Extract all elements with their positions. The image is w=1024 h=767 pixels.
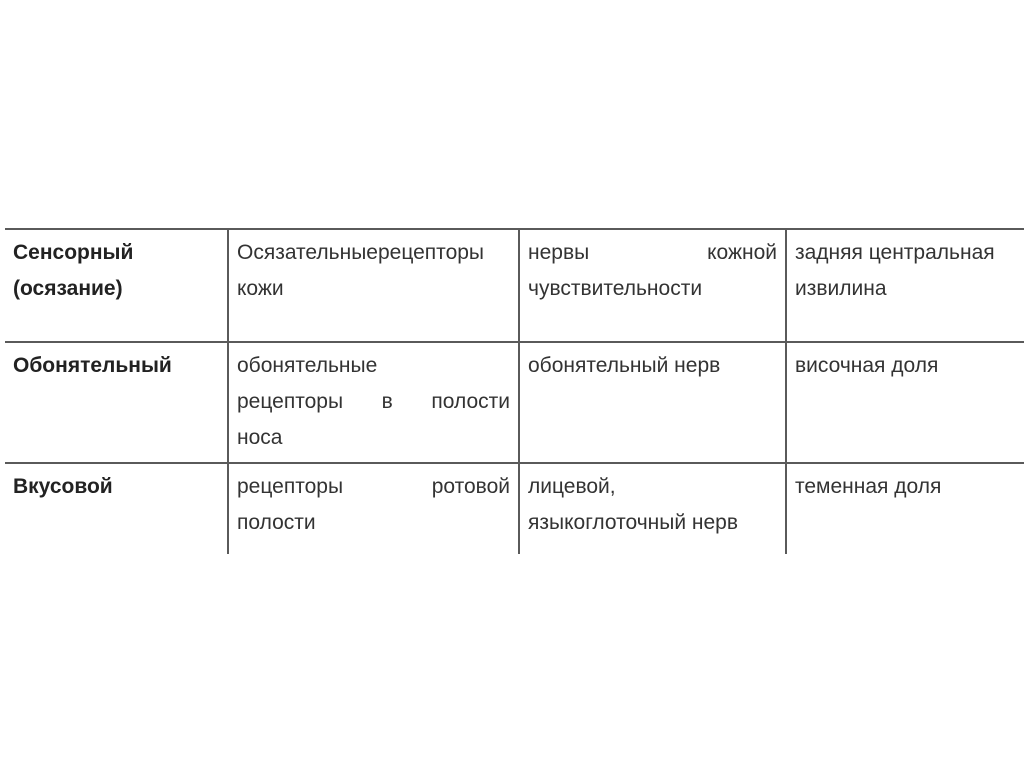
- receptors-cell: [228, 342, 519, 463]
- receptors-cell: Осязательныерецепторы кожи: [228, 229, 519, 342]
- receptors-line: полости: [237, 511, 316, 534]
- analyzer-table-container: [5, 228, 1024, 554]
- table-row: [5, 229, 1024, 342]
- receptors-cell: [228, 463, 519, 554]
- receptors-line: обонятельные: [237, 354, 378, 377]
- analyzer-type-cell: Сенсорный (осязание): [5, 229, 228, 342]
- cortex-cell: задняя центральная извилина: [786, 229, 1024, 342]
- table-row: [5, 463, 1024, 554]
- analyzer-type-cell: Вкусовой: [13, 475, 113, 498]
- nerve-cell: [519, 463, 786, 554]
- nerve-word: нервы: [528, 241, 590, 264]
- receptors-word: полости: [431, 390, 510, 413]
- nerve-line: чувствительности: [528, 277, 703, 300]
- receptors-word: рецепторы: [237, 390, 344, 413]
- receptors-word: в: [381, 390, 393, 413]
- receptors-word: ротовой: [431, 475, 510, 498]
- nerve-line: лицевой,: [528, 475, 616, 498]
- nerve-cell: обонятельный нерв: [519, 342, 786, 463]
- table-row: [5, 342, 1024, 463]
- cortex-cell: височная доля: [786, 342, 1024, 463]
- nerve-cell: [519, 229, 786, 342]
- nerve-word: кожной: [707, 241, 777, 264]
- analyzer-type-cell: Обонятельный: [5, 342, 228, 463]
- receptors-word: рецепторы: [237, 475, 344, 498]
- nerve-line: языкоглоточный нерв: [528, 511, 739, 534]
- receptors-line: носа: [237, 426, 283, 449]
- analyzer-table: [5, 228, 1024, 554]
- cortex-cell: теменная доля: [786, 463, 1024, 554]
